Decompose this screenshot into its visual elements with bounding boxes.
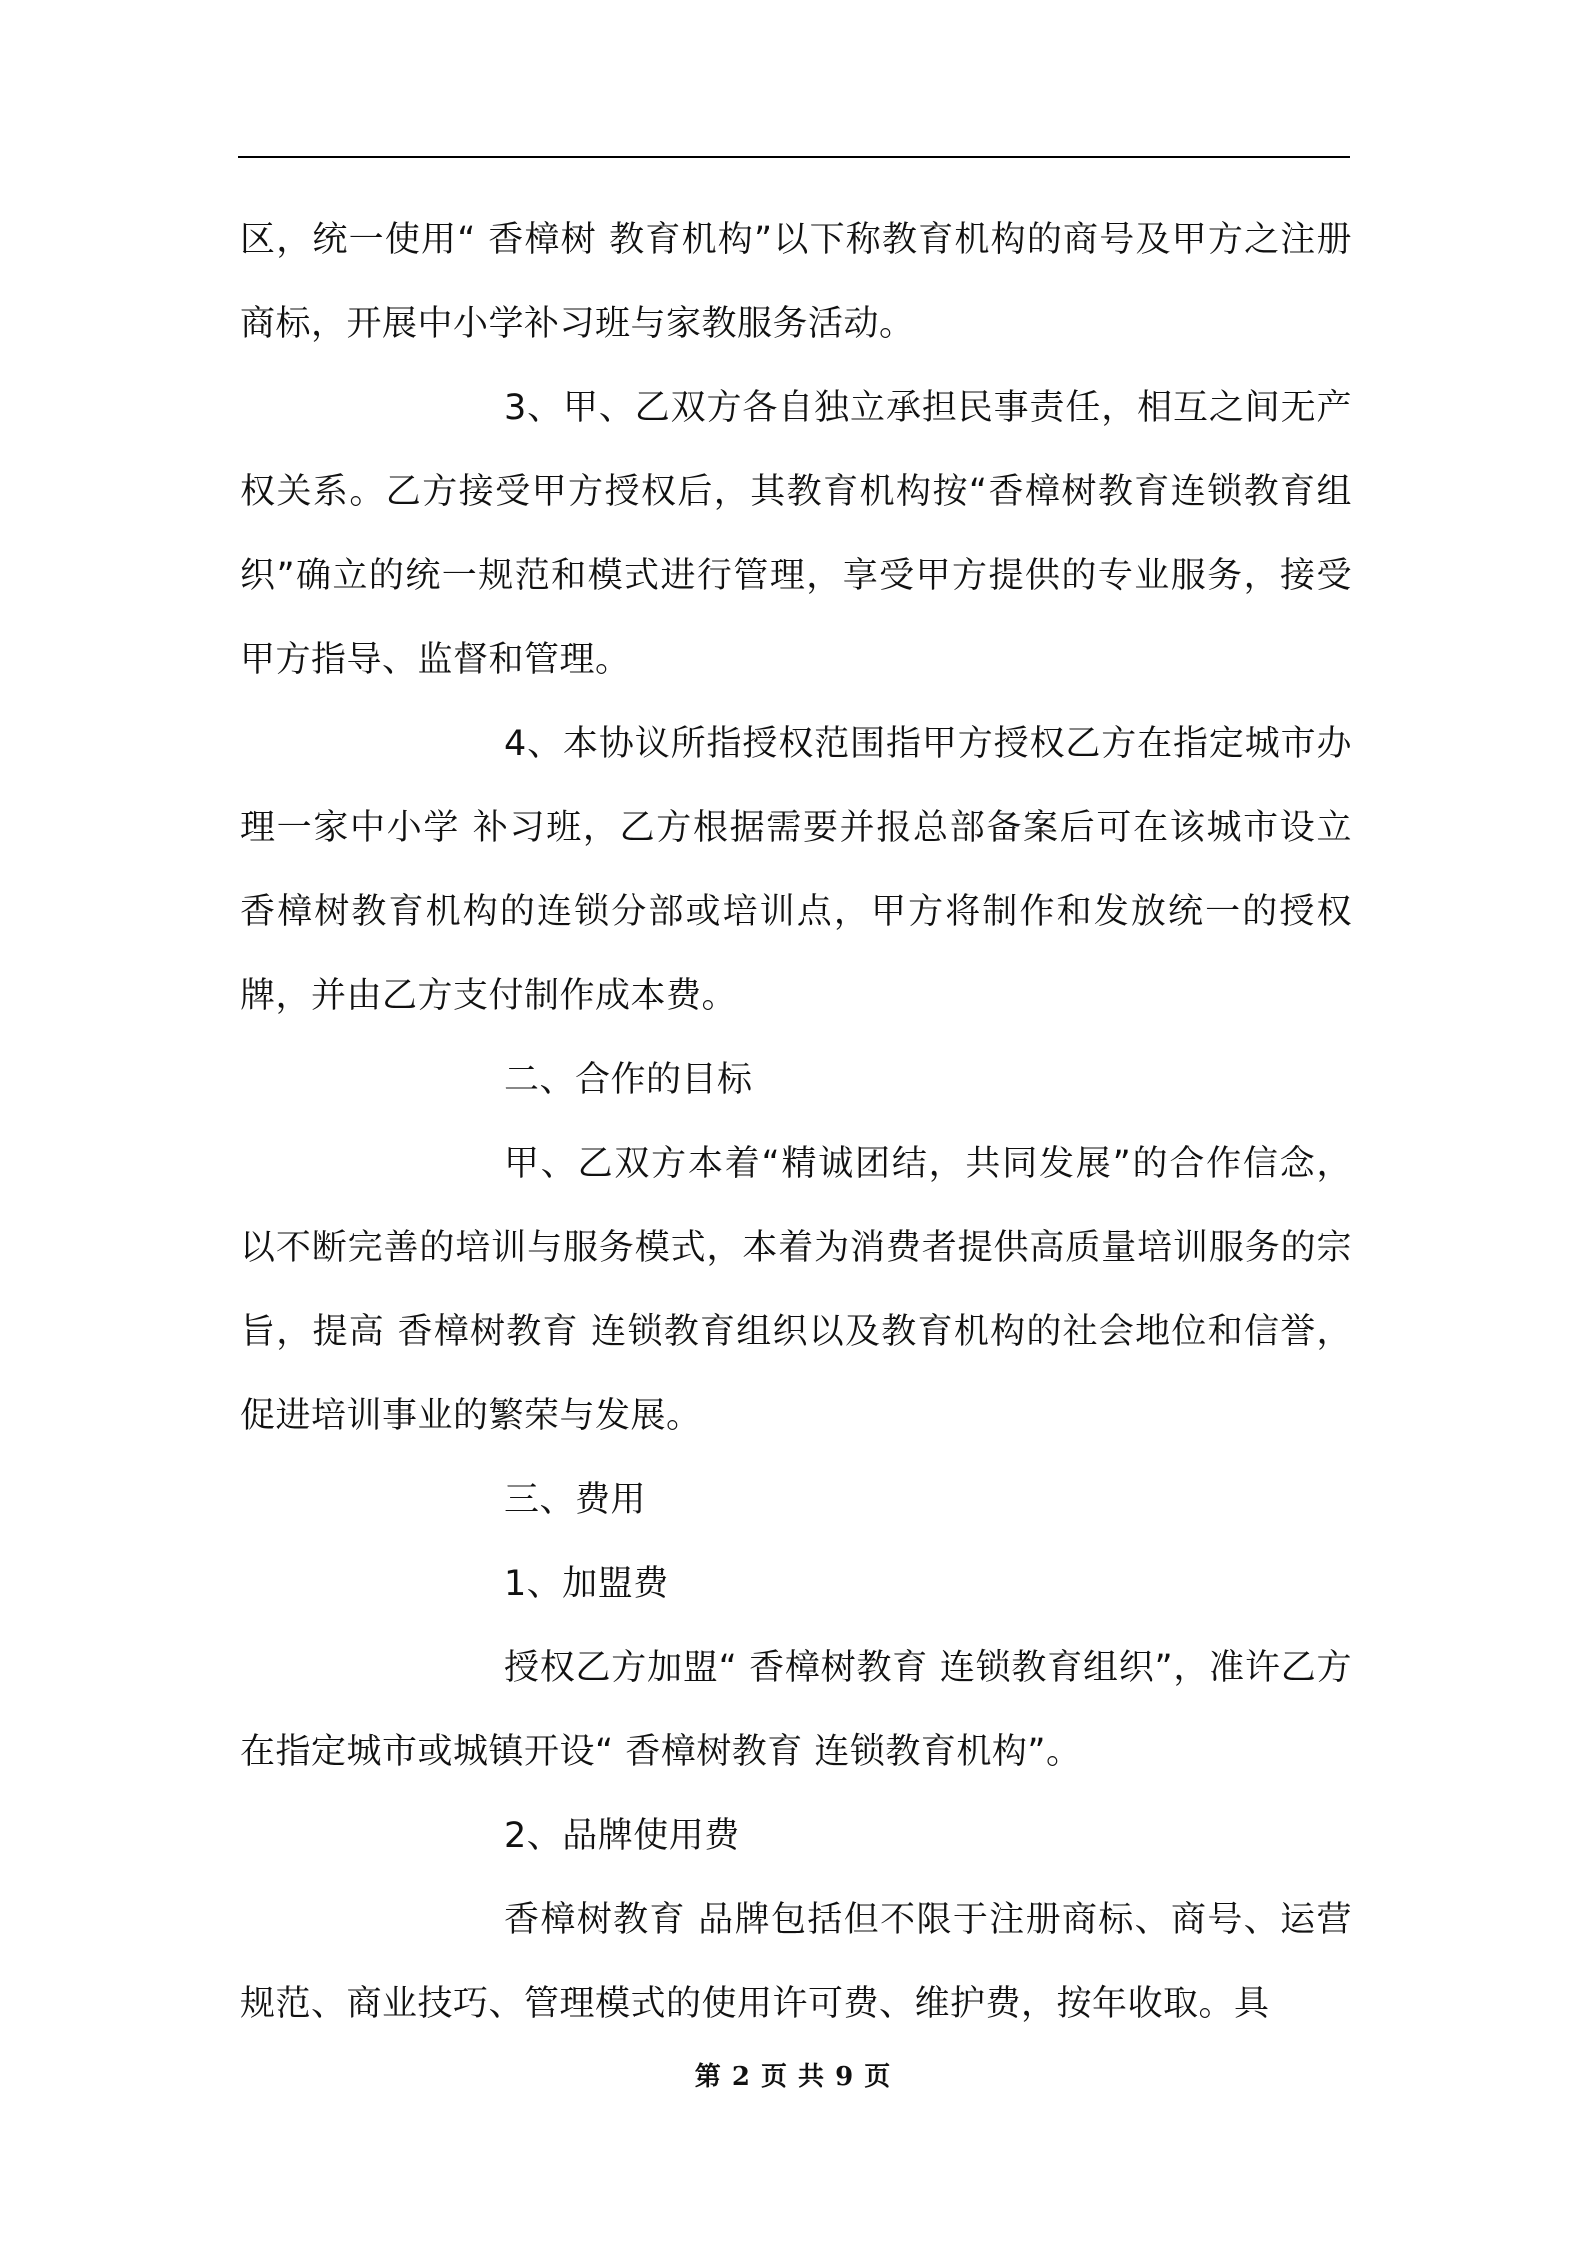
paragraph: 3、甲、乙双方各自独立承担民事责任，相互之间无产权关系。乙方接受甲方授权后，其教育机构按“香樟树教育连锁教育组织”确立的统一规范和模式进行管理，享受甲方提供的专业服务，接受甲方指导、监督和管理。 (240, 388, 1352, 680)
section-heading: 三、费用 (504, 1480, 647, 1520)
paragraph: 香樟树教育 品牌包括但不限于注册商标、商号、运营规范、商业技巧、管理模式的使用许可费、维护费，按年收取。具 (240, 1900, 1352, 2024)
subsection-heading: 1、加盟费 (504, 1564, 669, 1604)
paragraph: 授权乙方加盟“ 香樟树教育 连锁教育组织”，准许乙方在指定城市或城镇开设“ 香樟树教育 连锁教育机构”。 (240, 1648, 1352, 1772)
paragraph: 区，统一使用“ 香樟树 教育机构”以下称教育机构的商号及甲方之注册商标，开展中小学补习班与家教服务活动。 (240, 220, 1352, 344)
paragraph: 4、本协议所指授权范围指甲方授权乙方在指定城市办理一家中小学 补习班，乙方根据需要并报总部备案后可在该城市设立香樟树教育机构的连锁分部或培训点，甲方将制作和发放统一的授权牌，并由乙方支付制作成本费。 (240, 724, 1352, 1016)
header-rule (238, 156, 1350, 158)
section-heading: 二、合作的目标 (504, 1060, 753, 1100)
page-number-footer: 第 2 页 共 9 页 (694, 2062, 892, 2092)
paragraph: 甲、乙双方本着“精诚团结，共同发展”的合作信念，以不断完善的培训与服务模式，本着为消费者提供高质量培训服务的宗旨，提高 香樟树教育 连锁教育组织以及教育机构的社会地位和信誉，促进培训事业的繁荣与发展。 (240, 1144, 1352, 1436)
document-body (240, 198, 1352, 2046)
subsection-heading: 2、品牌使用费 (504, 1816, 740, 1856)
